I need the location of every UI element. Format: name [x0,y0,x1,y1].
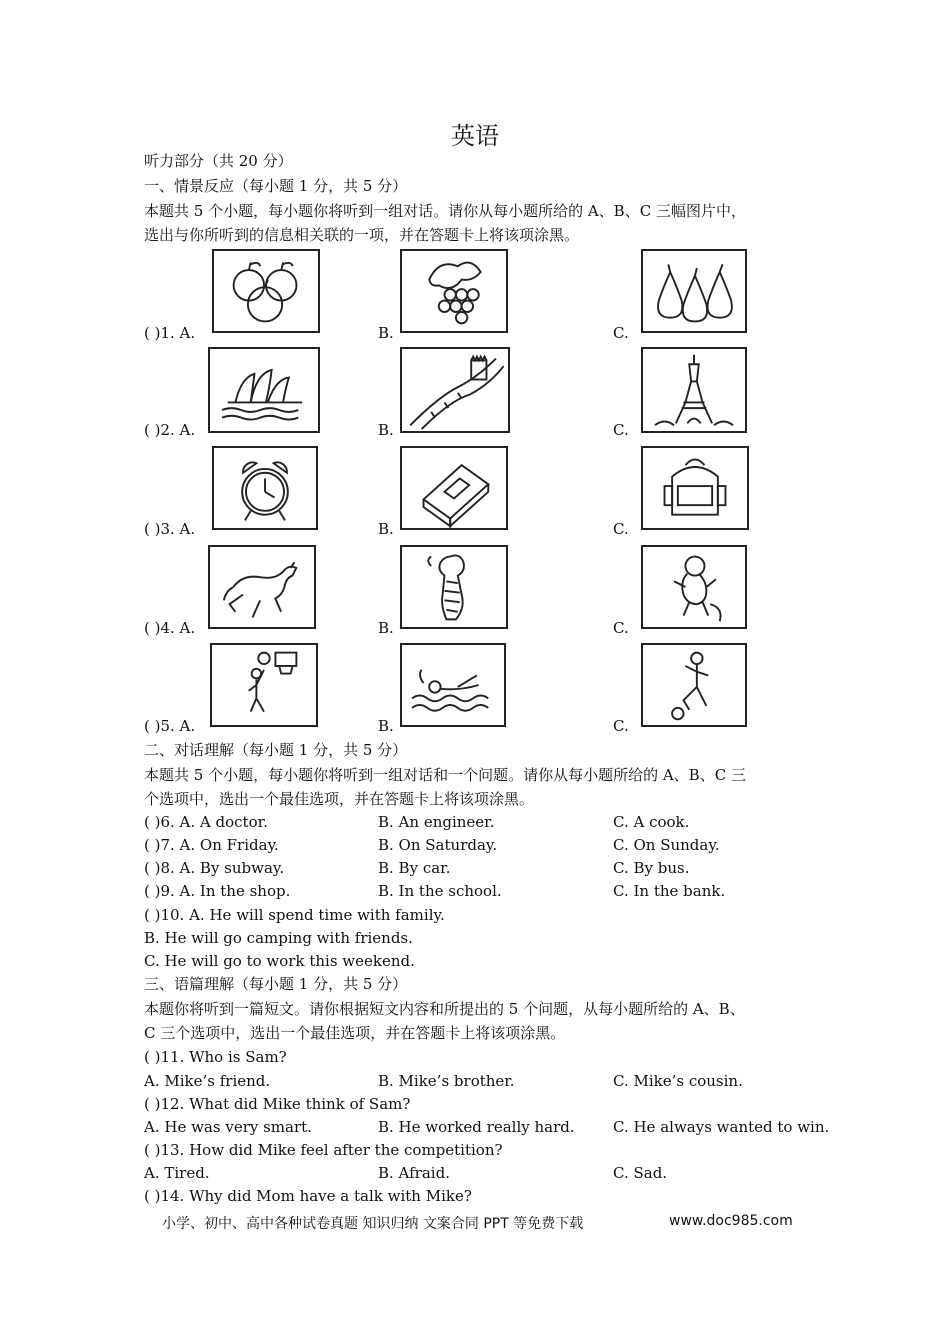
q12-option-b: B. He worked really hard. [378,1118,575,1136]
pears-icon [641,249,747,333]
q5-option-b: B. [378,717,394,735]
q12-option-c: C. He always wanted to win. [613,1118,830,1136]
q10-option-b: B. He will go camping with friends. [144,929,413,947]
q11-option-c: C. Mike’s cousin. [613,1072,743,1090]
part2-instruction-line1: 本题共 5 个小题，每小题你将听到一组对话和一个问题。请你从每小题所给的 A、B、C 三 [144,766,746,784]
q4-label: ( )4. A. [144,619,196,637]
q1-label: ( )1. A. [144,324,196,342]
q7-option-c: C. On Sunday. [613,836,720,854]
monkey-icon [641,545,747,629]
part1-instruction-line1: 本题共 5 个小题，每小题你将听到一组对话。请你从每小题所给的 A、B、C 三幅图片中， [144,202,746,220]
q13-option-b: B. Afraid. [378,1164,450,1182]
q12-option-a: A. He was very smart. [144,1118,312,1136]
soccer-player-icon [641,643,747,727]
q8-option-a: ( )8. A. By subway. [144,859,285,877]
grapes-icon [400,249,508,333]
q6-option-c: C. A cook. [613,813,690,831]
part1-heading: 一、情景反应（每小题 1 分，共 5 分） [144,177,408,195]
q5-label: ( )5. A. [144,717,196,735]
q8-option-c: C. By bus. [613,859,690,877]
page-title: 英语 [451,122,499,150]
part1-instruction-line2: 选出与你所听到的信息相关联的一项，并在答题卡上将该项涂黑。 [144,226,580,244]
q3-option-c: C. [613,520,629,538]
eiffel-tower-icon [641,347,747,433]
part3-heading: 三、语篇理解（每小题 1 分，共 5 分） [144,975,408,993]
part2-instruction-line2: 个选项中，选出一个最佳选项，并在答题卡上将该项涂黑。 [144,790,535,808]
q4-option-c: C. [613,619,629,637]
great-wall-icon [400,347,510,433]
listening-header: 听力部分（共 20 分） [144,152,293,170]
q1-option-b: B. [378,324,394,342]
q5-option-c: C. [613,717,629,735]
alarm-clock-icon [212,446,318,530]
q7-option-b: B. On Saturday. [378,836,498,854]
part2-heading: 二、对话理解（每小题 1 分，共 5 分） [144,741,408,759]
q13-option-a: A. Tired. [144,1164,210,1182]
q11-option-a: A. Mike’s friend. [144,1072,271,1090]
q11-question: ( )11. Who is Sam? [144,1048,287,1066]
tiger-icon [400,545,508,629]
footer-promo-text: 小学、初中、高中各种试卷真题 知识归纳 文案合同 PPT 等免费下载 [162,1216,584,1232]
q3-option-b: B. [378,520,394,538]
q13-option-c: C. Sad. [613,1164,668,1182]
q2-option-c: C. [613,421,629,439]
q3-label: ( )3. A. [144,520,196,538]
q6-option-b: B. An engineer. [378,813,495,831]
apples-icon [212,249,320,333]
q8-option-b: B. By car. [378,859,451,877]
part3-instruction-line1: 本题你将听到一篇短文。请你根据短文内容和所提出的 5 个问题，从每小题所给的 A、B、 [144,1000,745,1018]
q7-option-a: ( )7. A. On Friday. [144,836,279,854]
q2-label: ( )2. A. [144,421,196,439]
footer-website: www.doc985.com [669,1213,793,1229]
basketball-player-icon [210,643,318,727]
q9-option-a: ( )9. A. In the shop. [144,882,291,900]
q13-question: ( )13. How did Mike feel after the competition? [144,1141,503,1159]
q4-option-b: B. [378,619,394,637]
q1-option-c: C. [613,324,629,342]
swimmer-icon [400,643,506,727]
q6-option-a: ( )6. A. A doctor. [144,813,268,831]
schoolbag-icon [641,446,749,530]
q2-option-b: B. [378,421,394,439]
q9-option-b: B. In the school. [378,882,502,900]
horse-icon [208,545,316,629]
q12-question: ( )12. What did Mike think of Sam? [144,1095,411,1113]
book-icon [400,446,508,530]
q14-question: ( )14. Why did Mom have a talk with Mike? [144,1187,472,1205]
sydney-opera-house-icon [208,347,320,433]
q10-option-c: C. He will go to work this weekend. [144,952,415,970]
q11-option-b: B. Mike’s brother. [378,1072,515,1090]
q9-option-c: C. In the bank. [613,882,726,900]
q10-option-a: ( )10. A. He will spend time with family. [144,906,445,924]
part3-instruction-line2: C 三个选项中，选出一个最佳选项，并在答题卡上将该项涂黑。 [144,1024,566,1042]
